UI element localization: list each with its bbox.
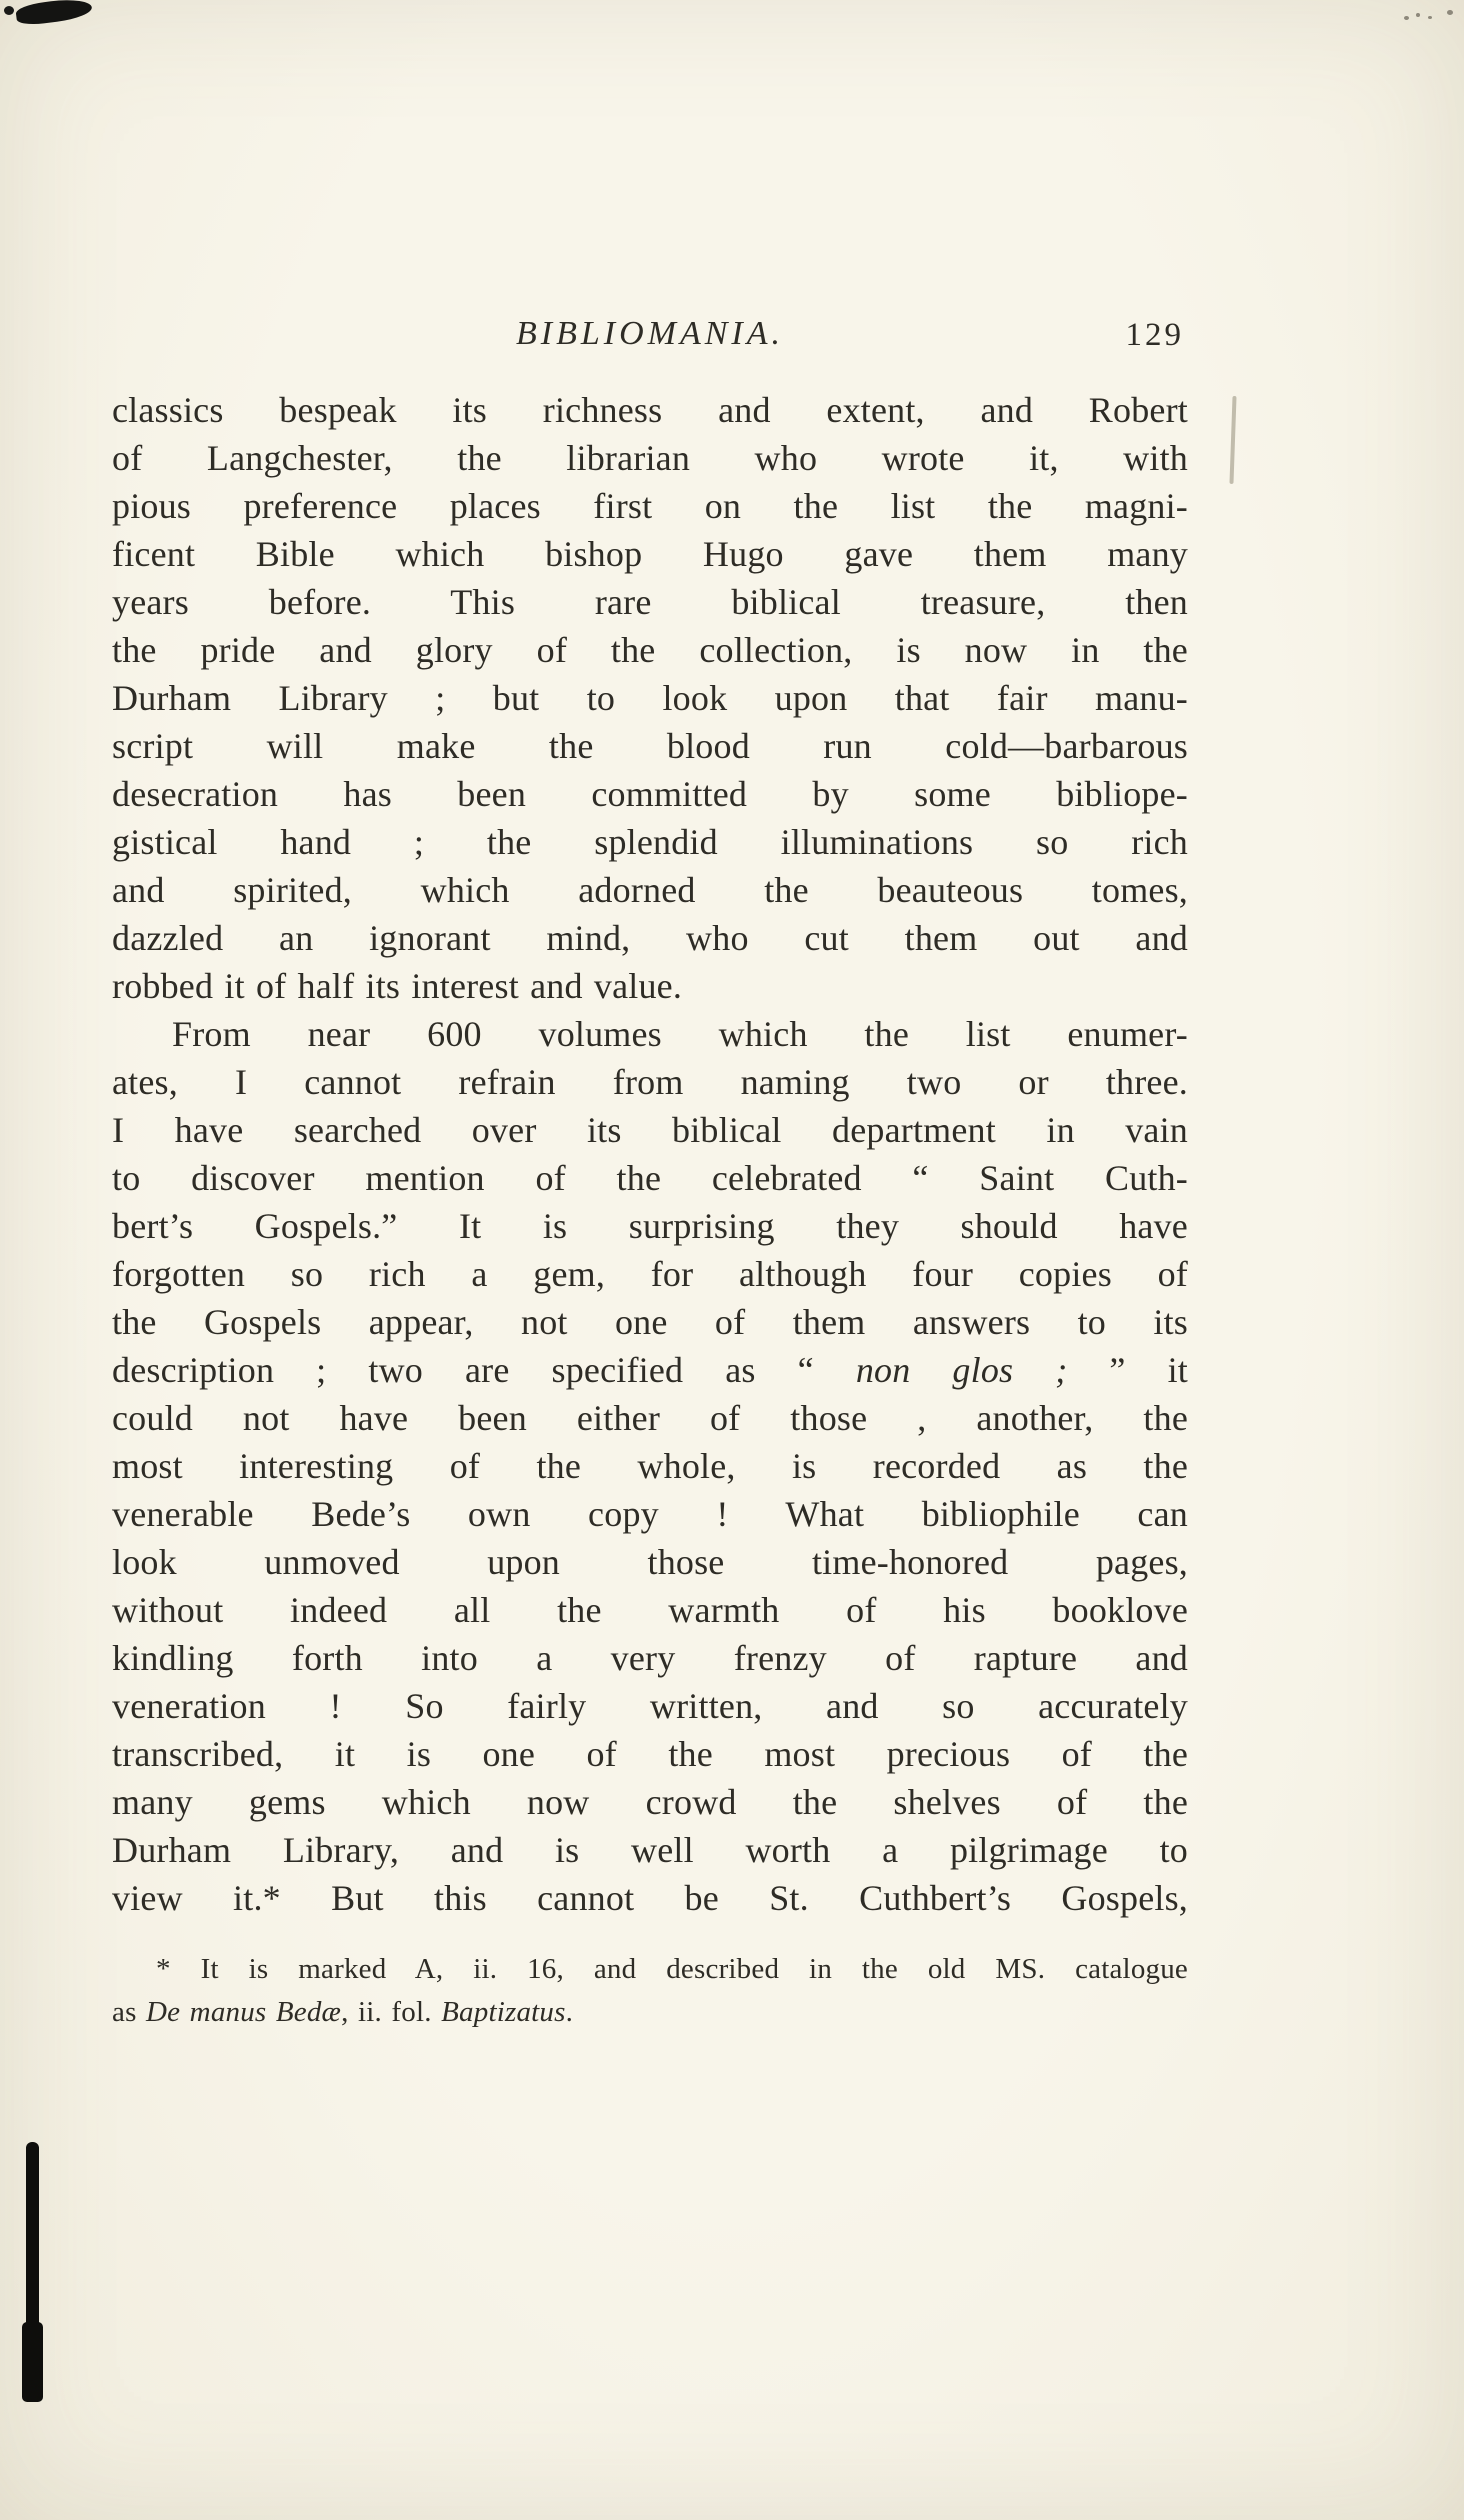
text-line (112, 818, 1188, 866)
text-segment: as (112, 1996, 147, 2028)
ink-blob-bottom-left (22, 2322, 43, 2402)
scan-speck (1428, 16, 1432, 19)
text-line (112, 914, 1188, 962)
text-segment: bert’s Gospels.” It is surprising they should have (112, 1206, 1188, 1246)
text-segment: script will make the blood run cold—barbarous (112, 726, 1188, 766)
text-segment: * It is marked A, ii. 16, and described in the old MS. catalogue (156, 1953, 1188, 1985)
italic-text: non glos ; (855, 1350, 1068, 1390)
paragraph (112, 386, 1188, 1010)
text-line (112, 1298, 1188, 1346)
text-line (112, 1826, 1188, 1874)
text-segment: veneration ! So fairly written, and so accurately (112, 1686, 1188, 1726)
footnote (112, 1948, 1188, 2034)
text-line (112, 1010, 1188, 1058)
text-segment: gistical hand ; the splendid illuminations so rich (112, 822, 1188, 862)
text-line (112, 962, 1188, 1010)
text-segment: pious preference places first on the list the magni- (112, 486, 1188, 526)
text-line (112, 1346, 1188, 1394)
text-line (112, 1394, 1188, 1442)
text-segment: many gems which now crowd the shelves of the (112, 1782, 1188, 1822)
text-line (112, 1106, 1188, 1154)
text-segment: classics bespeak its richness and extent, and Robert (112, 390, 1188, 430)
text-line (112, 1490, 1188, 1538)
text-line (112, 386, 1188, 434)
text-line (112, 1154, 1188, 1202)
text-line (112, 1586, 1188, 1634)
text-segment: , ii. fol. (341, 1996, 442, 2028)
page-title: BIBLIOMANIA. (515, 315, 784, 352)
text-segment: kindling forth into a very frenzy of rapture and (112, 1638, 1188, 1678)
text-line (112, 866, 1188, 914)
text-segment: transcribed, it is one of the most precious of the (112, 1734, 1188, 1774)
text-segment: robbed it of half its interest and value. (112, 966, 683, 1006)
text-segment: forgotten so rich a gem, for although four copies of (112, 1254, 1188, 1294)
text-line (112, 1442, 1188, 1490)
text-segment: without indeed all the warmth of his booklove (112, 1590, 1188, 1630)
text-segment: ficent Bible which bishop Hugo gave them many (112, 534, 1188, 574)
scan-speck (1447, 10, 1453, 15)
page-number: 129 (1125, 317, 1184, 353)
text-segment: most interesting of the whole, is recorded as the (112, 1446, 1188, 1486)
text-segment: could not have been either of those , another, the (112, 1398, 1188, 1438)
text-line (112, 770, 1188, 818)
text-line (112, 1538, 1188, 1586)
text-column (112, 312, 1188, 2034)
text-line (112, 1730, 1188, 1778)
text-segment: the pride and glory of the collection, is now in the (112, 630, 1188, 670)
text-line (112, 578, 1188, 626)
text-segment: look unmoved upon those time-honored pages, (112, 1542, 1188, 1582)
text-line (112, 722, 1188, 770)
italic-text: Baptizatus (441, 1996, 566, 2028)
text-segment: years before. This rare biblical treasure, then (112, 582, 1188, 622)
italic-text: De manus Bedæ (146, 1996, 342, 2028)
footnote-line (112, 1991, 1188, 2034)
text-block (112, 386, 1188, 1922)
text-line (112, 674, 1188, 722)
text-segment: desecration has been committed by some bibliope- (112, 774, 1188, 814)
text-line (112, 1202, 1188, 1250)
text-segment: the Gospels appear, not one of them answers to its (112, 1302, 1188, 1342)
paragraph (112, 1010, 1188, 1922)
page-header (112, 312, 1188, 360)
text-segment: Durham Library ; but to look upon that fair manu- (112, 678, 1188, 718)
text-line (112, 626, 1188, 674)
text-line (112, 530, 1188, 578)
text-segment: to discover mention of the celebrated “ Saint Cuth- (112, 1158, 1188, 1198)
text-segment: . (565, 1996, 574, 2028)
text-line (112, 1634, 1188, 1682)
text-line (112, 1778, 1188, 1826)
text-segment: From near 600 volumes which the list enumer- (172, 1014, 1188, 1054)
text-segment: ates, I cannot refrain from naming two or three. (112, 1062, 1188, 1102)
ink-mark-top-left (15, 0, 93, 27)
text-line (112, 1874, 1188, 1922)
scan-speck (1416, 13, 1420, 17)
text-line (112, 1058, 1188, 1106)
text-segment: I have searched over its biblical department in vain (112, 1110, 1188, 1150)
pencil-mark-right-margin (1229, 396, 1236, 484)
text-line (112, 482, 1188, 530)
text-segment: venerable Bede’s own copy ! What bibliophile can (112, 1494, 1188, 1534)
text-line (112, 1250, 1188, 1298)
text-segment: view it.* But this cannot be St. Cuthbert’s Gospels, (112, 1878, 1188, 1918)
text-segment: dazzled an ignorant mind, who cut them out and (112, 918, 1188, 958)
text-segment: description ; two are specified as “ (112, 1350, 856, 1390)
text-line (112, 434, 1188, 482)
scan-speck (1404, 16, 1409, 20)
ink-dot-top-left (4, 6, 14, 15)
text-segment: ” it (1067, 1350, 1189, 1390)
footnote-line (112, 1948, 1188, 1991)
text-segment: Durham Library, and is well worth a pilgrimage to (112, 1830, 1188, 1870)
text-line (112, 1682, 1188, 1730)
text-segment: of Langchester, the librarian who wrote it, with (112, 438, 1188, 478)
text-segment: and spirited, which adorned the beauteous tomes, (112, 870, 1188, 910)
